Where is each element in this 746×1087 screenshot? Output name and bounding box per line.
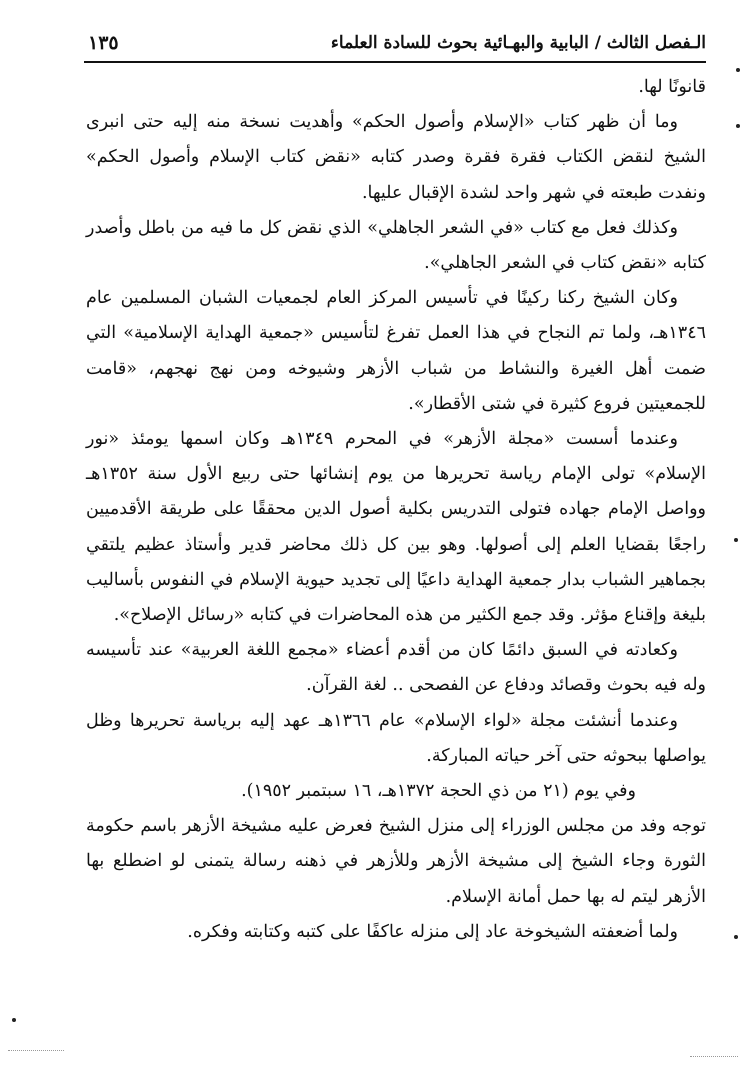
scan-speck [736, 124, 740, 128]
paragraph: توجه وفد من مجلس الوزراء إلى منزل الشيخ فعرض عليه مشيخة الأزهر باسم حكومة الثورة وجاء الشيخ إلى مشيخة الأزهر وللأزهر في ذهنه رسالة يتمنى لو اضطلع بها الأزهر ليتم له بها حمل أمانة الإسلام. [86, 816, 706, 907]
paragraph: وكذلك فعل مع كتاب «في الشعر الجاهلي» الذي نقض كل ما فيه من باطل وأصدر كتابه «نقض كتاب في الشعر الجاهلي». [86, 217, 706, 274]
scan-mark [690, 1056, 738, 1057]
paragraph: وعندما أنشئت مجلة «لواء الإسلام» عام ١٣٦٦هـ عهد إليه برياسة تحريرها وظل يواصلها ببحوثه حتى آخر حياته المباركة. [86, 710, 706, 766]
paragraph: وكان الشيخ ركنا ركينًا في تأسيس المركز العام لجمعيات الشبان المسلمين عام ١٣٤٦هـ، ولما تم النجاح في هذا العمل تفرغ لتأسيس «جمعية الهداية الإسلامية» التي ضمت أهل الغيرة والنشاط من شباب الأزهر وشيوخه ومن نهج نهجهم، «قامت للجمعيتين فروع كثيرة في شتى الأقطار». [86, 288, 706, 414]
scan-mark [8, 1050, 64, 1051]
running-header [88, 26, 706, 60]
scan-speck [12, 1018, 16, 1022]
scan-speck [736, 68, 740, 72]
paragraph: وما أن ظهر كتاب «الإسلام وأصول الحكم» وأهديت نسخة منه إليه حتى انبرى الشيخ لنقض الكتاب فقرة فقرة وصدر كتابه «نقض كتاب الإسلام وأصول الحكم» ونفدت طبعته في شهر واحد لشدة الإقبال عليها. [86, 112, 706, 203]
header-rule [84, 61, 706, 63]
paragraph: وكعادته في السبق دائمًا كان من أقدم أعضاء «مجمع اللغة العربية» عند تأسيسه وله فيه بحوث وقصائد ودفاع عن الفصحى .. لغة القرآن. [86, 640, 706, 696]
paragraph: وفي يوم (٢١ من ذي الحجة ١٣٧٢هـ، ١٦ سبتمبر ١٩٥٢). [241, 781, 636, 802]
scan-speck [734, 538, 738, 542]
paragraph: وعندما أسست «مجلة الأزهر» في المحرم ١٣٤٩هـ وكان اسمها يومئذ «نور الإسلام» تولى الإمام رياسة تحريرها من يوم إنشائها حتى ربيع الأول سنة ١٣٥٢هـ وواصل الإمام جهاده فتولى التدريس بكلية أصول الدين محققًا على طريقة الأقدميين راجعًا بقضايا العلم إلى أصولها. وهو بين كل ذلك محاضر قدير وأستاذ عظيم يلتقي بجماهير الشباب بدار جمعية الهداية داعيًا إلى تجديد حيوية الإسلام في النفوس بأساليب بليغة وإقناع مؤثر. وقد جمع الكثير من هذه المحاضرات في كتابه «رسائل الإصلاح». [86, 429, 706, 626]
body-text [86, 70, 706, 950]
paragraph: قانونًا لها. [638, 77, 706, 97]
chapter-title: الـفصل الثالث / البابية والبهـائية بحوث للسادة العلماء [330, 33, 706, 53]
page-number: ١٣٥ [88, 32, 119, 54]
paragraph: ولما أضعفته الشيخوخة عاد إلى منزله عاكفًا على كتبه وكتابته وفكره. [187, 921, 678, 942]
scan-speck [734, 935, 738, 939]
